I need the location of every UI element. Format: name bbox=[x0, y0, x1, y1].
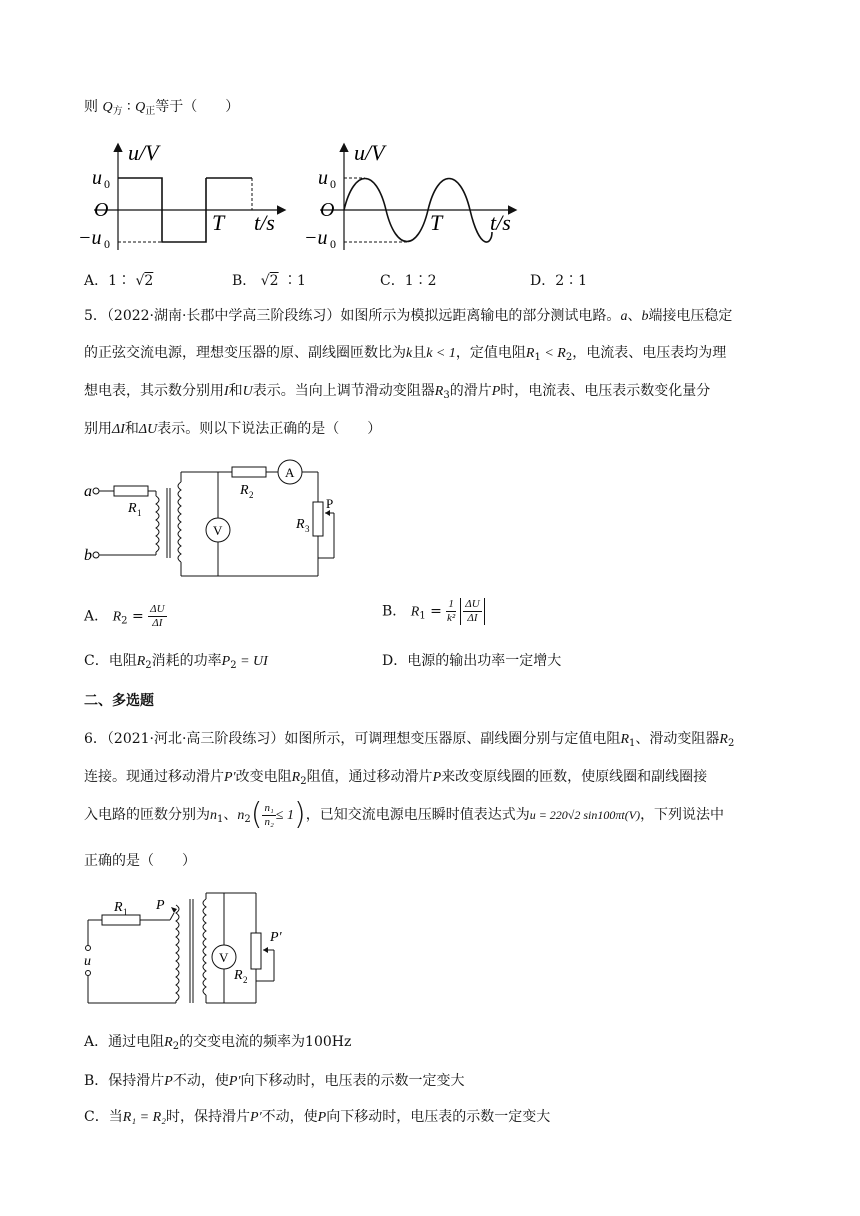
g1-u0: u bbox=[92, 167, 102, 189]
svg-text:0: 0 bbox=[104, 237, 110, 251]
svg-text:T: T bbox=[430, 210, 443, 235]
q-zheng: Q bbox=[135, 100, 146, 115]
q4-option-b[interactable]: B． √2 ∶1 bbox=[232, 273, 306, 289]
q4-tail-end: 等于（ ） bbox=[155, 99, 240, 115]
svg-text:2: 2 bbox=[249, 490, 254, 500]
q6-line1: 6．（2021·河北·高三阶段练习）如图所示，可调理想变压器原、副线圈分别与定值电阻$R_1$、滑动变阻器$R_2$ bbox=[84, 731, 735, 749]
svg-text:2: 2 bbox=[243, 975, 248, 985]
q6-circuit-diagram bbox=[84, 885, 304, 1010]
svg-text:P: P bbox=[156, 898, 165, 913]
primary-coil bbox=[156, 496, 159, 552]
q5-line4: 别用ΔI和ΔU表示。则以下说法正确的是（ ） bbox=[84, 421, 382, 437]
q4-tail-word: 则 bbox=[84, 99, 98, 115]
svg-text:P: P bbox=[326, 496, 334, 511]
q5-option-a[interactable]: A． $R_2$ = $\frac{\Delta U}{\Delta I}$ bbox=[84, 603, 165, 629]
q5-line1: 5．（2022·湖南·长郡中学高三阶段练习）如图所示为模拟远距离输电的部分测试电路。a、b端接电压稳定 bbox=[84, 308, 733, 324]
svg-text:0: 0 bbox=[330, 237, 336, 251]
g1-ylabel: u/V bbox=[128, 140, 159, 165]
q6-line3: 入电路的匝数分别为$n_1$、$n_2$( $\frac{\text{n₁}}{\text{n₂}}$ ≤ 1)，已知交流电源电压瞬时值表达式为u = 220√2 sin100πt(V)，下列说法中 bbox=[84, 797, 725, 832]
q6-line2: 连接。现通过移动滑片P′改变电阻$R_2$阻值，通过移动滑片P来改变原线圈的匝数，使原线圈和副线圈接 bbox=[84, 769, 708, 787]
r3-rheostat bbox=[313, 502, 323, 536]
q-fang-sub: 方 bbox=[112, 106, 123, 117]
g1-origin: O bbox=[94, 199, 109, 221]
q5-line2: 的正弦交流电源，理想变压器的原、副线圈匝数比为k且k < 1，定值电阻$R_1 < R_2$，电流表、电压表均为理 bbox=[84, 345, 727, 363]
svg-text:0: 0 bbox=[330, 177, 336, 191]
q5-option-c[interactable]: C．电阻$R_2$消耗的功率$P_2$ = UI bbox=[84, 653, 268, 671]
svg-text:u: u bbox=[318, 167, 328, 189]
svg-text:u: u bbox=[84, 954, 91, 969]
q5-circuit-diagram bbox=[84, 458, 364, 588]
primary-coil bbox=[176, 905, 179, 1001]
r2-resistor bbox=[232, 467, 266, 477]
svg-text:R: R bbox=[296, 517, 305, 532]
svg-text:1: 1 bbox=[123, 907, 128, 917]
svg-text:0: 0 bbox=[104, 177, 110, 191]
sine-wave-graph bbox=[304, 140, 525, 255]
section-heading: 二、多选题 bbox=[84, 693, 154, 709]
q4-option-a[interactable]: A．1∶ √2 bbox=[84, 273, 154, 289]
svg-text:R: R bbox=[114, 900, 123, 915]
r2-rheostat bbox=[251, 933, 261, 969]
svg-text:A: A bbox=[285, 465, 295, 480]
q6-option-b[interactable]: B．保持滑片P不动，使P′向下移动时，电压表的示数一定变大 bbox=[84, 1073, 465, 1089]
g2-ylabel: u/V bbox=[354, 140, 385, 165]
q5-line3: 想电表，其示数分别用I和U表示。当向上调节滑动变阻器$R_3$的滑片P时，电流表、电压表示数变化量分 bbox=[84, 383, 711, 401]
q4-question-tail bbox=[84, 96, 239, 117]
q4-option-d[interactable]: D．2∶1 bbox=[530, 273, 588, 289]
ratio-sign: ∶ bbox=[127, 99, 131, 115]
g1-xlabel: t/s bbox=[254, 210, 275, 235]
r1-resistor bbox=[114, 486, 148, 496]
svg-text:P′: P′ bbox=[270, 930, 282, 945]
svg-text:a: a bbox=[84, 483, 92, 500]
svg-text:O: O bbox=[320, 199, 335, 221]
svg-text:t/s: t/s bbox=[490, 210, 511, 235]
svg-text:V: V bbox=[219, 950, 229, 965]
g1-T: T bbox=[212, 210, 225, 235]
svg-text:R: R bbox=[234, 968, 243, 983]
secondary-coil bbox=[178, 482, 181, 562]
q-zheng-sub: 正 bbox=[145, 106, 156, 117]
r1-resistor bbox=[102, 915, 140, 925]
q6-line4: 正确的是（ ） bbox=[84, 853, 196, 869]
q5-option-d[interactable]: D．电源的输出功率一定增大 bbox=[382, 653, 562, 669]
svg-text:R: R bbox=[128, 501, 137, 516]
svg-text:−u: −u bbox=[304, 227, 328, 249]
q5-option-b[interactable]: B． $R_1$ = $\frac{1}{\text{k²}}$ $\frac{\Delta U}{\Delta I}$ bbox=[382, 598, 485, 625]
square-wave-graph bbox=[78, 140, 294, 255]
q-fang: Q bbox=[102, 100, 113, 115]
svg-text:b: b bbox=[84, 547, 92, 564]
g1-neg-u0: −u bbox=[78, 227, 102, 249]
svg-text:R: R bbox=[240, 483, 249, 498]
q4-option-c[interactable]: C．1∶2 bbox=[380, 273, 437, 289]
q6-option-a[interactable]: A．通过电阻$R_2$的交变电流的频率为100Hz bbox=[84, 1034, 352, 1052]
q6-option-c[interactable]: C．当R₁ = R₂时，保持滑片P′不动，使P向下移动时，电压表的示数一定变大 bbox=[84, 1109, 551, 1125]
svg-text:3: 3 bbox=[305, 524, 310, 534]
svg-text:V: V bbox=[213, 523, 223, 538]
svg-text:1: 1 bbox=[137, 508, 142, 518]
secondary-coil bbox=[203, 899, 206, 995]
